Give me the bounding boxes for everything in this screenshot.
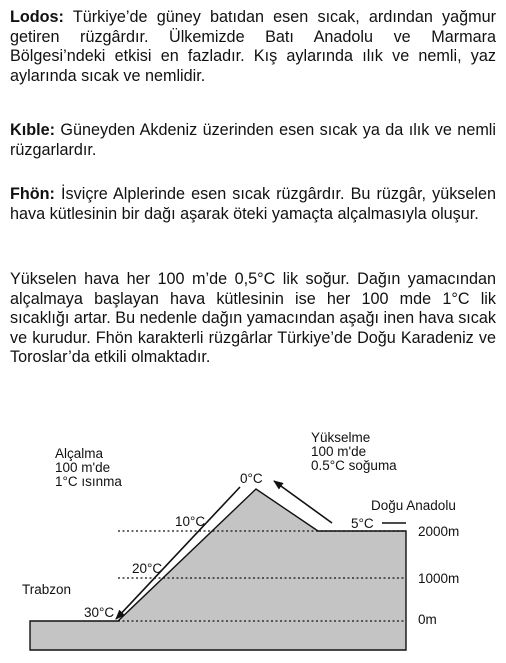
peak-temp-label: 0°C [240,471,263,486]
place-trabzon: Trabzon [22,582,72,597]
left-note-line-2: 100 m'de [55,460,111,475]
right-note-line-3: 0.5°C soğuma [311,458,397,473]
term-kible: Kıble: [10,121,55,139]
text-explanation: Yükselen hava her 100 m’de 0,5°C lik soğur. Dağın yamacından alçalmaya başlayan hava kütlesinin ise her 100 mde 1°C lik sıcaklığı artar. Bu nedenle dağın yamacından aşağı inen hava sıcak ve kurudur. Fhön karakterli rüzgârlar Türkiye’de Doğu Karadeniz ve Toroslar’da etkili olmaktadır. [10,270,496,366]
paragraph-lodos [10,8,496,86]
term-lodos: Lodos: [10,8,64,26]
temp-label-10c: 10°C [175,514,206,529]
temp-label-30c: 30°C [84,605,115,620]
text-lodos: Türkiye’de güney batıdan esen sıcak, ardından yağmur getiren rüzgârdır. Ülkemizde Batı Anadolu ve Marmara Bölgesi’ndeki etkisi en fazladır. Kış aylarında ılık ve nemli, yaz aylarında sıcak ve nemlidir. [10,8,496,85]
text-kible: Güneyden Akdeniz üzerinden esen sıcak ya da ılık ve nemli rüzgarlardır. [10,121,496,159]
paragraph-kible [10,121,496,160]
term-fhon: Fhön: [10,185,55,203]
text-fhon: İsviçre Alplerinde esen sıcak rüzgârdır. Bu rüzgâr, yükselen hava kütlesinin bir dağı aşarak öteki yamaçta alçalmasıyla oluşur. [10,185,496,223]
elevation-1000m: 1000m [418,571,460,586]
elevation-0m: 0m [418,612,437,627]
paragraph-explanation [10,270,496,368]
temp-label-20c: 20°C [132,561,163,576]
left-note-line-3: 1°C ısınma [55,474,122,489]
foehn-diagram [0,425,506,663]
place-dogu-anadolu: Doğu Anadolu [371,498,456,513]
elevation-2000m: 2000m [418,524,460,539]
temp-label-5c: 5°C [351,516,374,531]
paragraph-fhon [10,185,496,224]
right-note-line-2: 100 m'de [311,444,367,459]
left-note-line-1: Alçalma [55,446,104,461]
mountain-shape [30,489,406,650]
right-note-line-1: Yükselme [311,430,371,445]
